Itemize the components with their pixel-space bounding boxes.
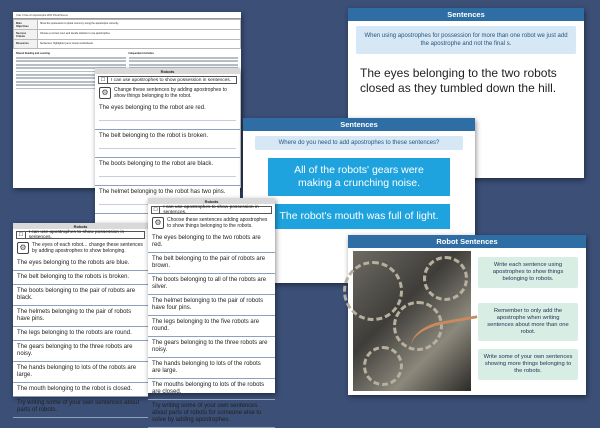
objective-box [16, 231, 145, 239]
list-item: The legs belonging to the five robots are round. [148, 316, 275, 337]
worksheet-header: Robots [95, 68, 240, 74]
answer-line [99, 176, 236, 177]
list-item: The mouth belonging to the robot is closed. [13, 383, 148, 397]
list-item: The legs belonging to the robots are round. [13, 327, 148, 341]
objective-text: I can use apostrophes to show possession in sentences. [28, 230, 125, 240]
list-item: The belt belonging to the robots is broken. [13, 271, 148, 285]
sentence-card: The robot's mouth was full of light. [268, 204, 450, 229]
text-line [129, 64, 239, 66]
sentence-text: The boots belonging to the robot are black. [99, 161, 214, 167]
worksheet-footer: Try writing some of your own sentences about parts of robots for someone else to solve by adding apostrophes. [148, 400, 275, 428]
table-row [14, 30, 241, 40]
checkbox-icon: ☐ [99, 77, 108, 84]
worksheet-intro [13, 241, 148, 257]
sentence-card: All of the robots' gears were making a crunching noise. [268, 158, 450, 196]
intro-text: Choose these sentences adding apostrophes to show things belonging to the robots. [167, 217, 268, 229]
objective-box [98, 76, 237, 84]
plan-header [13, 12, 241, 19]
worksheet-intro [148, 216, 275, 232]
row-value: Sentences; highlighter pens; lesson worksheets. [38, 40, 241, 49]
robot-icon: ⚙ [152, 217, 164, 229]
intro-text: The eyes of each robot... change these sentences by adding apostrophes to show belonging. [32, 242, 143, 254]
gear-shape [343, 261, 403, 321]
list-item: The gears belonging to the three robots are noisy. [148, 337, 275, 358]
text-line [129, 60, 239, 62]
sentence-text: The helmet belonging to the robot has two pins. [99, 189, 226, 195]
list-item [95, 130, 240, 158]
row-label: Success Criteria [14, 30, 38, 40]
worksheet-header: Robots [13, 223, 148, 229]
robot-gears-photo [353, 251, 471, 391]
slide-robot-sentences [348, 235, 586, 395]
list-item: The belt belonging to the pair of robots are brown. [148, 253, 275, 274]
list-item: The boots belonging to the pair of robots are black. [13, 285, 148, 306]
slide-hint: When using apostrophes for possession for more than one robot we just add the apostrophe and not the final s. [356, 26, 576, 54]
text-line [129, 57, 239, 59]
answer-line [99, 120, 236, 121]
objective-box [151, 206, 272, 214]
sentence-text: The eyes belonging to the robot are red. [99, 105, 206, 111]
slide-title: Sentences [348, 8, 584, 21]
gear-shape [423, 256, 468, 301]
plan-title: Year 3 Use An Apostrophe With Plural Nouns [16, 14, 68, 17]
group-heading: Independent Activities [128, 52, 154, 55]
teaching-heading: Shared Reading and Learning [16, 52, 50, 55]
list-item: The helmets belonging to the pair of robots have pins. [13, 306, 148, 327]
list-item: The boots belonging to all of the robots are silver. [148, 274, 275, 295]
objective-text: I can use apostrophes to show possession in sentences. [163, 205, 259, 215]
list-item: The helmet belonging to the pair of robots have four pins. [148, 295, 275, 316]
text-line [16, 60, 126, 62]
list-item: The gears belonging to the three robots are noisy. [13, 341, 148, 362]
worksheet-intro [95, 86, 240, 102]
table-row [14, 20, 241, 30]
intro-text: Change these sentences by adding apostrophes to show things belonging to the robot. [114, 87, 227, 99]
answer-line [99, 148, 236, 149]
text-line [16, 57, 126, 59]
worksheet-header: Robots [148, 198, 275, 204]
worksheet-footer: Try writing some of your own sentences about parts of robots. [13, 397, 148, 418]
sentence-text: The belt belonging to the robot is broken. [99, 133, 209, 139]
list-item: The hands belonging to lots of the robots are large. [13, 362, 148, 383]
worksheet-robots-right [148, 198, 275, 423]
list-item: The eyes belonging to the robots are blue. [13, 257, 148, 271]
checkbox-icon: ☐ [152, 207, 160, 214]
instruction-box: Write each sentence using apostrophes to show things belonging to robots. [478, 257, 578, 288]
instruction-box: Write some of your own sentences showing more things belonging to the robots. [478, 349, 578, 380]
list-item [95, 158, 240, 186]
slide-title: Robot Sentences [348, 235, 586, 248]
list-item: The eyes belonging to the two robots are red. [148, 232, 275, 253]
objective-text: I can use apostrophes to show possession in sentences. [111, 77, 231, 83]
gear-shape [363, 346, 403, 386]
slide-question: Where do you need to add apostrophes to these sentences? [255, 136, 463, 150]
list-item [95, 102, 240, 130]
list-item: The hands belonging to lots of the robots are large. [148, 358, 275, 379]
row-value: Show the possession to plural nouns by using the apostrophe correctly. [38, 20, 241, 30]
worksheet-robots-left [13, 223, 148, 413]
robot-icon: ⚙ [17, 242, 29, 254]
example-sentence: The eyes belonging to the two robots closed as they tumbled down the hill. [360, 66, 557, 95]
text-line [16, 64, 126, 66]
list-item: The mouths belonging to lots of the robots are closed. [148, 379, 275, 400]
instruction-box: Remember to only add the apostrophe when writing sentences about more than one robot. [478, 303, 578, 341]
robot-icon: ⚙ [99, 87, 111, 99]
row-label: Main Objectives [14, 20, 38, 30]
table-row [14, 40, 241, 49]
plan-objectives-table [13, 19, 241, 49]
checkbox-icon: ☐ [17, 232, 26, 239]
slide-title: Sentences [243, 118, 475, 131]
row-value: Choose a correct noun and decide whether to use apostrophes. [38, 30, 241, 40]
row-label: Resources [14, 40, 38, 49]
